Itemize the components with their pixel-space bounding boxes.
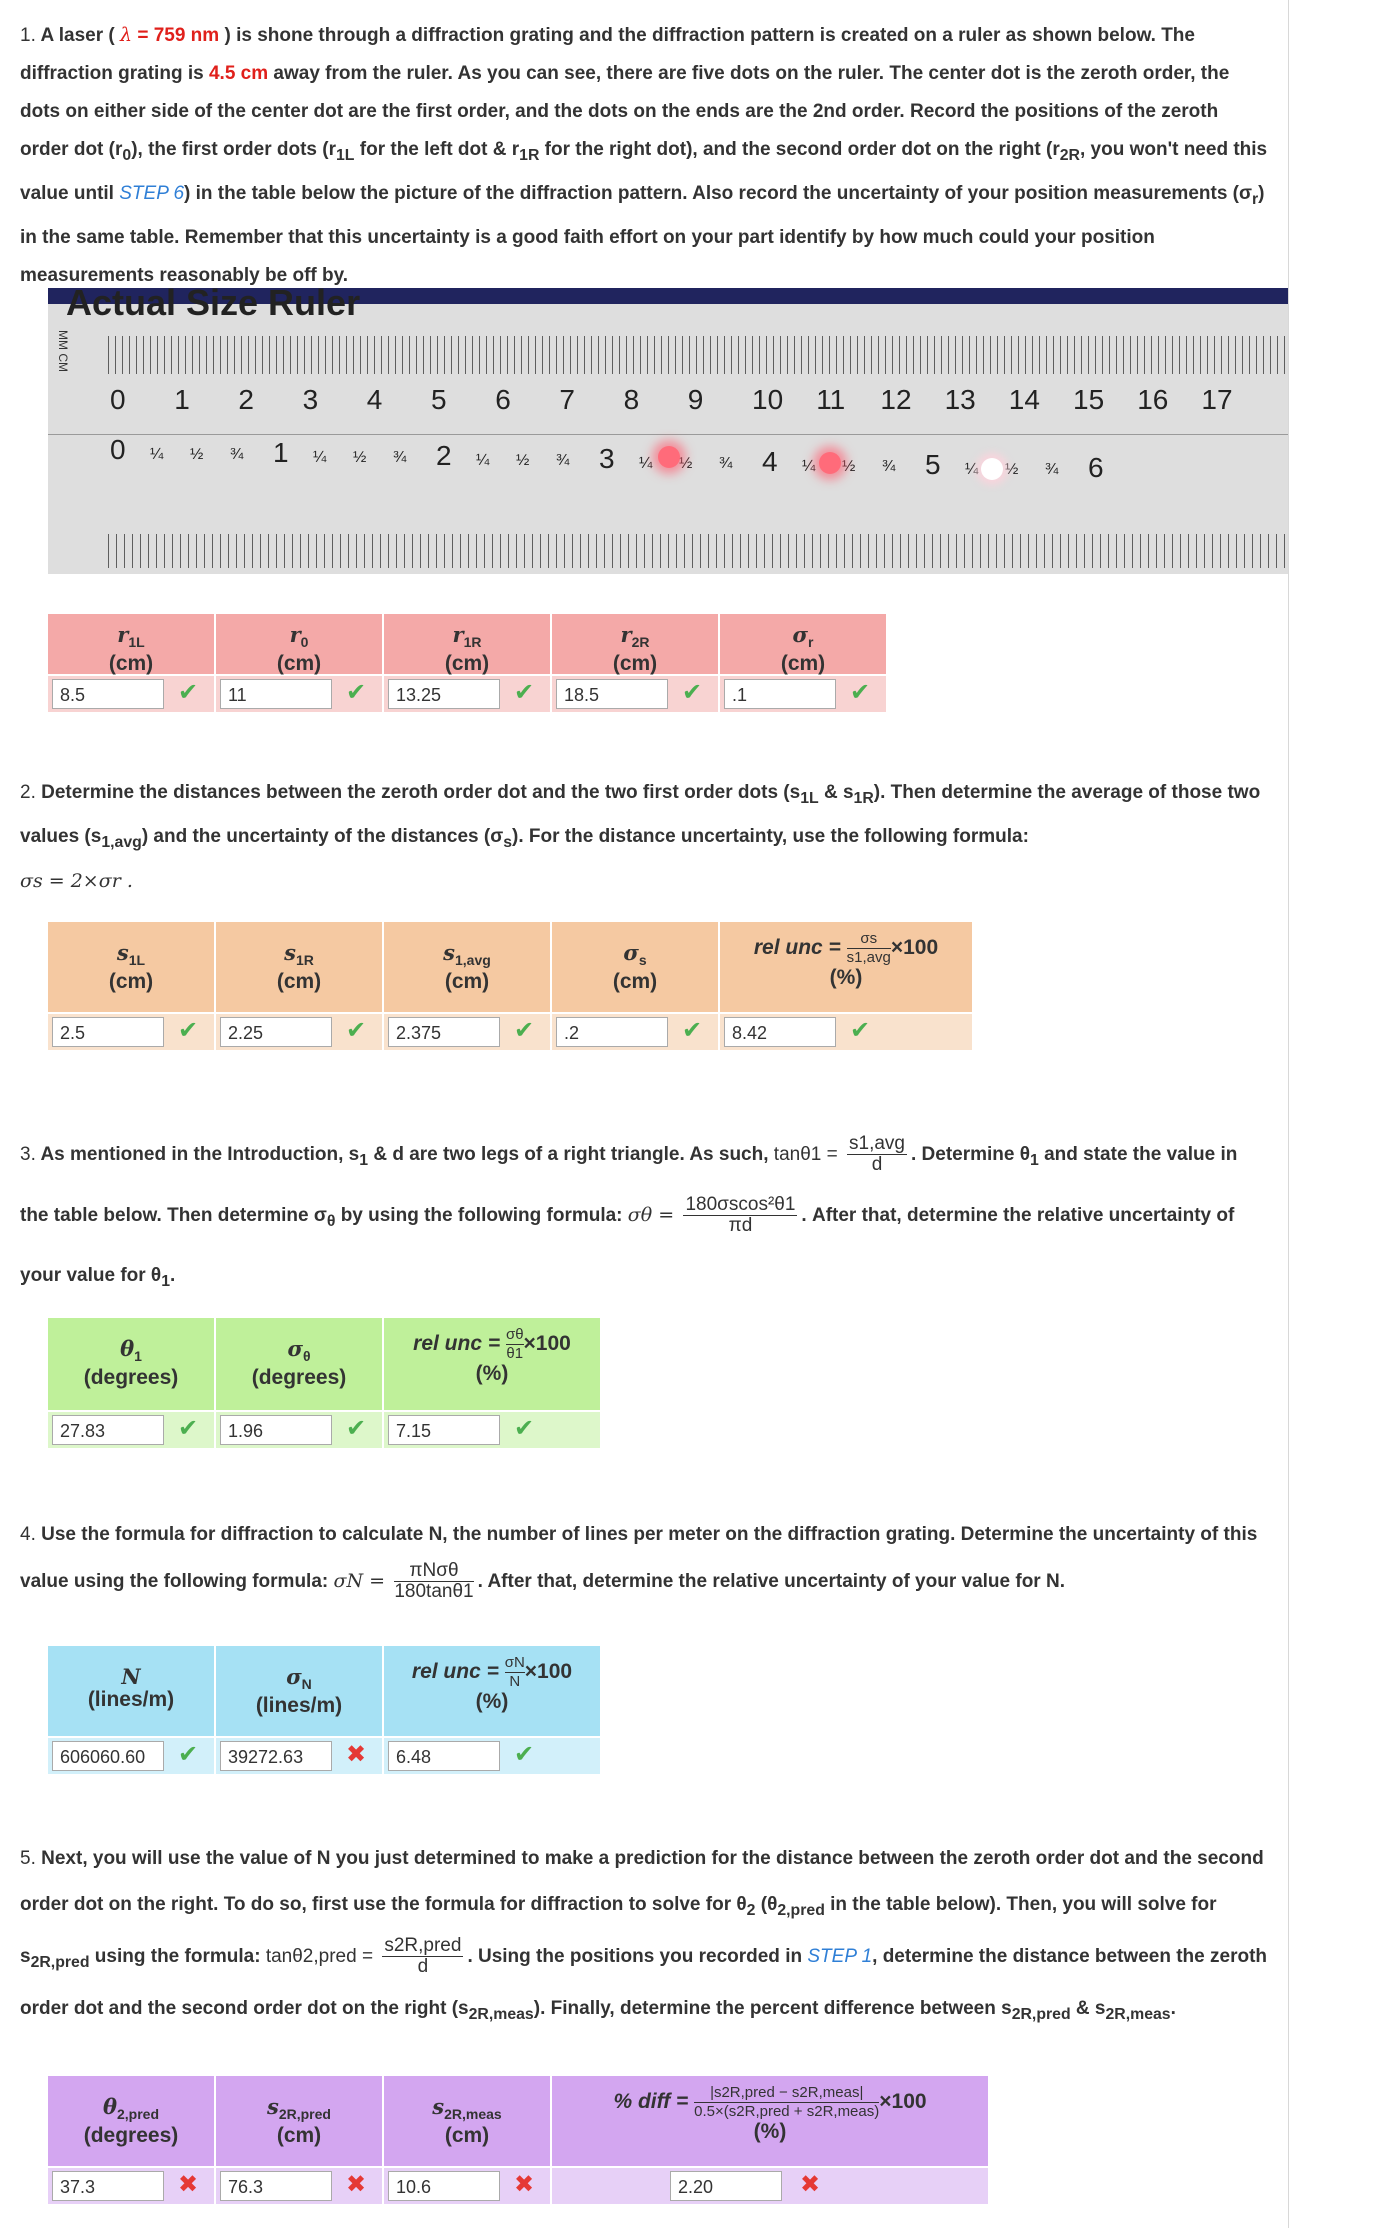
question-number: 1.: [20, 25, 36, 46]
sigma-n-lhs: σN =: [333, 1570, 386, 1592]
checkmark-icon: ✔: [514, 1741, 535, 1768]
cm-label: 1: [174, 384, 190, 415]
checkmark-icon: ✔: [178, 1415, 199, 1442]
x-mark-icon: ✖: [514, 2171, 535, 2198]
rel-multiplier: ×100: [890, 936, 939, 960]
answer-input[interactable]: .2: [556, 1017, 668, 1047]
header-symbol: [384, 624, 550, 653]
answer-input[interactable]: 18.5: [556, 679, 668, 709]
header-unit: (cm): [780, 652, 826, 676]
diffraction-dot-0: [819, 452, 841, 474]
ruler-cm-ticks: [108, 336, 1288, 374]
q3-text: As mentioned in the Introduction, s: [40, 1144, 360, 1165]
x-mark-icon: ✖: [800, 2171, 821, 2198]
q2-text: Determine the distances between the zeroth order dot and the two first order dots (s: [41, 782, 801, 803]
header-symbol-letter: s: [284, 940, 296, 965]
header-symbol-letter: σ: [286, 1664, 302, 1689]
header-subscript: 2R: [631, 634, 650, 651]
answer-input[interactable]: 11: [220, 679, 332, 709]
rel-unit: (%): [753, 2120, 787, 2143]
q5-text: .: [1170, 1997, 1176, 2019]
header-subscript: 1R: [463, 634, 482, 651]
header-unit: (degrees): [251, 1366, 347, 1390]
q1-text: A laser (: [40, 25, 115, 46]
checkmark-icon: ✔: [850, 679, 871, 706]
tan-theta2-denominator: d: [417, 1956, 429, 1978]
header-symbol: [216, 624, 382, 653]
value-cell: [384, 1412, 600, 1448]
rel-label: rel unc =: [753, 936, 847, 960]
q5-text: Next, you will use the value of N you just determined to make a prediction for the distance between the zeroth order dot and the second order dot on the right. To do so, first use the formula for diffraction to solve for θ: [20, 1848, 1264, 1915]
header-unit: (cm): [612, 652, 658, 676]
header-symbol: [552, 942, 718, 971]
checkmark-icon: ✔: [346, 1017, 367, 1044]
answer-input[interactable]: 13.25: [388, 679, 500, 709]
table-header: [720, 614, 886, 674]
q4-text: Use the formula for diffraction to calculate N, the number of lines per meter on the diffraction grating. Determine the uncertainty of this value using the following formula:: [20, 1524, 1258, 1592]
rel-numerator: σs: [847, 930, 891, 949]
answer-input[interactable]: 76.3: [220, 2171, 332, 2201]
checkmark-icon: ✔: [682, 1017, 703, 1044]
q1-text: ) is shone through a diffraction grating and the diffraction pattern is created on a ruler as shown below. The diffraction grating is: [20, 25, 1195, 84]
question-3: 3. As mentioned in the Introduction, $s_1$ & d are two legs of a right triangle. As such, tanθ1 = $\frac{\text{s1,avg}}{d}$ . Determine $\theta_1$ and state the value in the table below. Then determine $\sigma_\theta$ by using the following formula: σθ = $\frac{\text{180σscos²θ1}}{\pi d}$ . After that, determine the relative uncertainty of your value for $\theta_1$.: [20, 1133, 1238, 1290]
sigma-theta-denominator: πd: [728, 1215, 753, 1237]
cm-label: 10: [752, 384, 784, 415]
header-symbol: [48, 942, 214, 971]
answer-input[interactable]: 2.25: [220, 1017, 332, 1047]
inch-label: 6: [1088, 452, 1104, 483]
cm-label: 3: [302, 384, 319, 415]
x-mark-icon: ✖: [346, 2171, 367, 2198]
question-4: [20, 1512, 1270, 1605]
q1-text: for the left dot & r: [354, 139, 520, 160]
inch-label: 2: [436, 440, 452, 471]
cm-label: 6: [495, 384, 511, 415]
inch-fraction-label: ¼: [150, 446, 164, 463]
q3-text: & d are two legs of a right triangle. As such,: [373, 1144, 769, 1165]
rel-formula: [552, 2084, 988, 2121]
q1-text: away from the ruler. As you can see, there are five dots on the ruler. The center dot is the zeroth order, the dots on either side of the center dot are the first order, and the dots on the ends are the 2nd order. Record the positions of the zeroth order dot (r: [20, 63, 1230, 160]
rel-label: rel unc =: [413, 1332, 506, 1356]
header-symbol: [48, 624, 214, 653]
rel-fraction: [505, 1654, 525, 1691]
header-symbol: [384, 942, 550, 971]
header-symbol-letter: σ: [792, 622, 809, 647]
table-header: [216, 1318, 382, 1410]
cm-label: 14: [1008, 384, 1040, 415]
q1-text: ) in the same table. Remember that this uncertainty is a good faith effort on your part identify by how much could your position measurements reasonably be off by.: [20, 182, 1265, 286]
q1-text: for the right dot), and the second order dot on the right (r: [539, 139, 1060, 160]
diffraction-dot-1L: [658, 446, 680, 468]
answer-input[interactable]: 2.20: [670, 2171, 782, 2201]
x-mark-icon: ✖: [178, 2171, 199, 2198]
header-subscript: 0: [300, 634, 309, 651]
header-unit: (degrees): [83, 2124, 179, 2148]
rel-fraction: [847, 930, 891, 967]
sigma-s-formula: σs = 2×σr .: [20, 869, 133, 892]
inch-label: 4: [762, 446, 778, 477]
cm-label: 17: [1201, 384, 1233, 415]
question-1: 1. A laser ( λ = 759 nm ) is shone through a diffraction grating and the diffraction pattern is created on a ruler as shown below. The diffraction grating is 4.5 cm away from the ruler. As you can see, there are five dots on the ruler. The center dot is the zeroth order, the dots on either side of the center dot are the first order, and the dots on the ends are the 2nd order. Record the positions of the zeroth order dot $(r_0)$, the first order dots ($r_{1L}$ for the left dot & $r_{1R}$ for the right dot), and the second order dot on the right ($r_{2R}$, you won't need this value until STEP 6) in the table below the picture of the diffraction pattern. Also record the uncertainty of your position measurements $(\sigma_r)$ in the same table. Remember that this uncertainty is a good faith effort on your part identify by how much could your position measurements reasonably be off by.: [20, 24, 1268, 286]
rel-formula: [384, 1326, 600, 1363]
value-cell: [720, 676, 886, 712]
header-unit: (cm): [612, 970, 658, 994]
ruler-side-label: MM CM: [56, 330, 70, 372]
q3-text: and state the value in the table below. Then determine σ: [20, 1144, 1238, 1226]
percent-diff-header: [552, 2076, 988, 2166]
header-subscript: N: [301, 1676, 312, 1693]
rel-formula: [384, 1654, 600, 1691]
sigma-n-numerator: πNσθ: [394, 1561, 473, 1582]
table-header: [48, 614, 214, 674]
answer-input[interactable]: 2.5: [52, 1017, 164, 1047]
question-number: 4.: [20, 1524, 36, 1545]
answer-input[interactable]: 1.96: [220, 1415, 332, 1445]
table-header: [552, 614, 718, 674]
rel-fraction: [694, 2084, 879, 2121]
rel-unit: (%): [475, 1690, 509, 1713]
header-symbol-letter: s: [116, 940, 129, 965]
value-cell: [216, 1014, 382, 1050]
cm-label: 5: [431, 384, 447, 415]
cm-label: 7: [559, 384, 575, 415]
answer-input[interactable]: 10.6: [388, 2171, 500, 2201]
inch-fraction-label: ½: [1005, 461, 1019, 478]
table-header: [216, 1646, 382, 1736]
tan-theta1-numerator: s1,avg: [849, 1133, 905, 1155]
answer-input[interactable]: .1: [724, 679, 836, 709]
q2-text: ). For the distance uncertainty, use the following formula:: [512, 825, 1029, 847]
q4-text: . After that, determine the relative uncertainty of your value for N.: [477, 1571, 1065, 1592]
header-symbol-letter: r: [289, 622, 301, 647]
q3-text: . After that, determine the relative uncertainty of your value for θ: [20, 1204, 1235, 1286]
q3-text: .: [170, 1264, 176, 1286]
inch-fraction-label: ¼: [313, 449, 327, 466]
header-symbol-letter: N: [121, 1664, 141, 1689]
inch-fraction-label: ½: [842, 458, 856, 475]
header-symbol-letter: r: [117, 622, 129, 647]
q2-text: & s: [823, 782, 854, 803]
cm-label: 15: [1073, 384, 1105, 415]
answer-input[interactable]: 7.15: [388, 1415, 500, 1445]
cm-label: 13: [944, 384, 976, 415]
checkmark-icon: ✔: [178, 679, 199, 706]
inch-label: 3: [599, 443, 615, 474]
header-unit: (cm): [276, 652, 322, 676]
checkmark-icon: ✔: [346, 679, 367, 706]
cm-label: 12: [880, 384, 912, 415]
header-subscript: 1,avg: [455, 952, 491, 969]
q5-text: ). Finally, determine the percent difference between s: [533, 1997, 1012, 2019]
rel-unit: (%): [829, 966, 863, 989]
header-unit: (cm): [276, 970, 322, 994]
answer-input[interactable]: 8.42: [724, 1017, 836, 1047]
angle-table: [48, 1318, 600, 1454]
ruler-title: Actual Size Ruler: [66, 288, 361, 323]
grating-distance: 4.5 cm: [208, 63, 269, 84]
header-symbol-letter: σ: [623, 940, 639, 965]
header-subscript: s: [638, 952, 647, 969]
tan-theta2-numerator: s2R,pred: [384, 1935, 462, 1957]
rel-numerator: σθ: [505, 1326, 524, 1343]
header-unit: (cm): [108, 652, 154, 676]
question-2: 2. Determine the distances between the zeroth order dot and the two first order dots ($s_{1L}$ & $s_{1R}$). Then determine the average of those two values $(s_{1,avg})$ and the uncertainty of the distances $(\sigma_s)$. For the distance uncertainty, use the following formula: σs = 2×σr .: [20, 782, 1261, 892]
rel-label: rel unc =: [411, 1660, 505, 1684]
value-cell: [48, 1014, 214, 1050]
value-cell: [48, 676, 214, 712]
checkmark-icon: ✔: [514, 679, 535, 706]
positions-table: [48, 614, 888, 714]
table-header: [384, 2076, 550, 2166]
header-subscript: θ: [302, 1348, 311, 1365]
cm-label: 9: [687, 384, 704, 415]
header-unit: (degrees): [83, 1366, 179, 1390]
q5-text: using the formula:: [94, 1945, 261, 1967]
inch-label: 5: [925, 449, 941, 480]
header-symbol-letter: θ: [102, 2094, 117, 2119]
sigma-theta-numerator: 180σscos²θ1: [685, 1194, 796, 1216]
cm-label: 4: [366, 384, 383, 415]
header-unit: (cm): [444, 970, 490, 994]
cm-label: 8: [623, 384, 640, 415]
checkmark-icon: ✔: [178, 1017, 199, 1044]
header-unit: (cm): [444, 2124, 490, 2148]
rel-unc-header: [384, 1646, 600, 1736]
q5-text: . Using the positions you recorded in: [467, 1945, 803, 1967]
inch-fraction-label: ¼: [965, 461, 979, 478]
value-cell: [216, 676, 382, 712]
lambda-symbol: λ: [120, 24, 133, 46]
rel-denominator: s1,avg: [846, 949, 891, 966]
inch-fraction-label: ¾: [230, 446, 244, 463]
prediction-table: [48, 2076, 988, 2212]
cm-label: 0: [110, 384, 126, 415]
header-subscript: 1L: [128, 634, 145, 651]
rel-numerator: |s2R,pred − s2R,meas|: [694, 2084, 879, 2103]
header-symbol-letter: r: [452, 622, 464, 647]
rel-label: % diff =: [613, 2090, 695, 2114]
answer-input[interactable]: 606060.60: [52, 1741, 164, 1771]
answer-input[interactable]: 27.83: [52, 1415, 164, 1445]
inch-fraction-label: ½: [353, 449, 367, 466]
value-cell: [216, 2168, 382, 2204]
header-symbol-letter: s: [432, 2094, 445, 2119]
header-symbol: [48, 2096, 214, 2125]
table-header: [48, 1318, 214, 1410]
cm-label: 2: [238, 384, 254, 415]
step-1-link[interactable]: STEP 1: [807, 1945, 873, 1967]
table-header: [384, 614, 550, 674]
header-symbol-letter: s: [443, 940, 455, 965]
header-symbol: [384, 2096, 550, 2125]
q1-text: ) in the table below the picture of the diffraction pattern. Also record the uncertainty of your position measurements (σ: [184, 182, 1252, 204]
rel-unc-header: [720, 922, 972, 1012]
distances-table: [48, 922, 972, 1058]
value-cell: [216, 1412, 382, 1448]
table-header: [552, 922, 718, 1012]
rel-denominator: θ1: [506, 1345, 524, 1362]
answer-input[interactable]: 6.48: [388, 1741, 500, 1771]
value-cell: [720, 1014, 972, 1050]
question-number: 5.: [20, 1848, 36, 1869]
q5-text: , determine the distance between the zeroth order dot and the second order dot on the right (s: [20, 1945, 1268, 2019]
rel-fraction: [506, 1326, 524, 1363]
checkmark-icon: ✔: [178, 1741, 199, 1768]
rel-denominator: 0.5×(s2R,pred + s2R,meas): [694, 2103, 880, 2120]
checkmark-icon: ✔: [850, 1017, 871, 1044]
value-cell: [48, 1412, 214, 1448]
header-symbol: [216, 1666, 382, 1695]
header-unit: (cm): [444, 652, 490, 676]
tan-theta1-denominator: d: [871, 1154, 883, 1176]
header-subscript: 2R,pred: [278, 2106, 331, 2123]
value-cell: [552, 1014, 718, 1050]
q1-text: ), the first order dots (r: [131, 139, 336, 160]
tan-theta2-lhs: tanθ2,pred =: [265, 1945, 374, 1967]
ruler-divider: [48, 434, 1288, 435]
header-symbol: [216, 942, 382, 971]
checkmark-icon: ✔: [682, 679, 703, 706]
value-cell: [384, 1014, 550, 1050]
table-header: [216, 922, 382, 1012]
table-header: [48, 922, 214, 1012]
tan-theta1-lhs: tanθ1 =: [773, 1144, 838, 1165]
table-header: [384, 922, 550, 1012]
header-subscript: 2,pred: [117, 2106, 160, 2123]
header-subscript: r: [808, 634, 814, 651]
inch-label: 0: [110, 434, 126, 465]
q2-text: ). Then determine the average of those two values (s: [20, 782, 1261, 847]
q1-text: , you won't need this value until: [20, 139, 1268, 204]
inch-fraction-label: ¾: [882, 458, 896, 475]
q5-text: & s: [1075, 1997, 1106, 2019]
table-header: [48, 2076, 214, 2166]
header-symbol-letter: r: [620, 622, 632, 647]
inch-fraction-label: ¼: [476, 452, 490, 469]
value-cell: [216, 1738, 382, 1774]
value-cell: [384, 1738, 600, 1774]
rel-numerator: σN: [504, 1654, 525, 1671]
checkmark-icon: ✔: [514, 1017, 535, 1044]
question-5: 5. Next, you will use the value of N you just determined to make a prediction for the distance between the zeroth order dot and the second order dot on the right. To do so, first use the formula for diffraction to solve for $\theta_2$ ($\theta_{2,pred}$ in the table below). Then, you will solve for $s_{2R,pred}$ using the formula: tanθ2,pred = $\frac{\text{s2R,pred}}{d}$ . Using the positions you recorded in STEP 1, determine the distance between the zeroth order dot and the second order dot on the right $(s_{2R,meas})$. Finally, determine the percent difference between $s_{2R,pred}$ & $s_{2R,meas}$.: [20, 1848, 1268, 2023]
value-cell: [48, 1738, 214, 1774]
inch-fraction-label: ¾: [1045, 461, 1059, 478]
value-cell: [552, 2168, 988, 2204]
header-symbol-letter: σ: [287, 1336, 303, 1361]
rel-formula: [720, 930, 972, 967]
value-cell: [552, 676, 718, 712]
sigma-n-denominator: 180tanθ1: [394, 1581, 474, 1603]
q5-text: (θ: [760, 1894, 778, 1915]
value-cell: [384, 2168, 550, 2204]
header-symbol: [48, 1338, 214, 1367]
rel-unit: (%): [475, 1362, 509, 1385]
header-unit: (lines/m): [255, 1694, 343, 1718]
rel-multiplier: ×100: [879, 2090, 927, 2114]
diffraction-dot-1R: [981, 458, 1003, 480]
ruler-inch-ticks: [108, 534, 1288, 568]
header-symbol: [48, 1666, 214, 1689]
answer-input[interactable]: 39272.63: [220, 1741, 332, 1771]
ruler-image: [48, 288, 1288, 574]
q2-text: ) and the uncertainty of the distances (σ: [141, 825, 504, 847]
header-unit: (cm): [276, 2124, 322, 2148]
inch-fraction-label: ¾: [719, 455, 733, 472]
inch-fraction-label: ¼: [639, 455, 653, 472]
header-subscript: 2R,meas: [444, 2106, 502, 2123]
header-subscript: 1R: [295, 952, 314, 969]
question-number: 3.: [20, 1144, 36, 1165]
q3-text: by using the following formula:: [340, 1204, 623, 1226]
inch-fraction-label: ¼: [802, 458, 816, 475]
rel-multiplier: ×100: [523, 1332, 571, 1356]
header-symbol: [552, 624, 718, 653]
table-header: [48, 1646, 214, 1736]
step-6-link[interactable]: STEP 6: [119, 182, 185, 204]
inch-fraction-label: ¾: [556, 452, 570, 469]
header-symbol: [216, 2096, 382, 2125]
answer-input[interactable]: 8.5: [52, 679, 164, 709]
inch-label: 1: [273, 437, 289, 468]
inch-fraction-label: ½: [679, 455, 693, 472]
q3-text: . Determine θ: [910, 1144, 1031, 1165]
inch-fraction-label: ¾: [393, 449, 407, 466]
rel-unc-header: [384, 1318, 600, 1410]
header-symbol: [720, 624, 886, 653]
checkmark-icon: ✔: [346, 1415, 367, 1442]
header-symbol: [216, 1338, 382, 1367]
question-number: 2.: [20, 782, 36, 803]
lines-per-meter-table: [48, 1646, 600, 1776]
header-symbol-letter: s: [267, 2094, 279, 2119]
x-mark-icon: ✖: [346, 1741, 367, 1768]
answer-input[interactable]: 37.3: [52, 2171, 164, 2201]
cm-label: 11: [816, 384, 846, 415]
header-subscript: 1L: [128, 952, 146, 969]
table-header: [216, 614, 382, 674]
rel-denominator: N: [509, 1673, 521, 1690]
value-cell: [48, 2168, 214, 2204]
sigma-theta-lhs: σθ =: [627, 1203, 675, 1226]
inch-fraction-label: ½: [516, 452, 530, 469]
header-unit: (lines/m): [87, 1688, 175, 1711]
header-subscript: 1: [134, 1348, 142, 1365]
checkmark-icon: ✔: [514, 1415, 535, 1442]
cm-label: 16: [1137, 384, 1169, 415]
page-right-border: [1288, 0, 1289, 2228]
header-unit: (cm): [108, 970, 154, 994]
q5-text: in the table below). Then, you will solve for s: [20, 1894, 1217, 1967]
answer-input[interactable]: 2.375: [388, 1017, 500, 1047]
rel-multiplier: ×100: [524, 1660, 573, 1684]
table-header: [216, 2076, 382, 2166]
value-cell: [384, 676, 550, 712]
inch-fraction-label: ½: [190, 446, 204, 463]
header-symbol-letter: θ: [120, 1336, 135, 1361]
lambda-value: = 759 nm: [132, 25, 220, 46]
